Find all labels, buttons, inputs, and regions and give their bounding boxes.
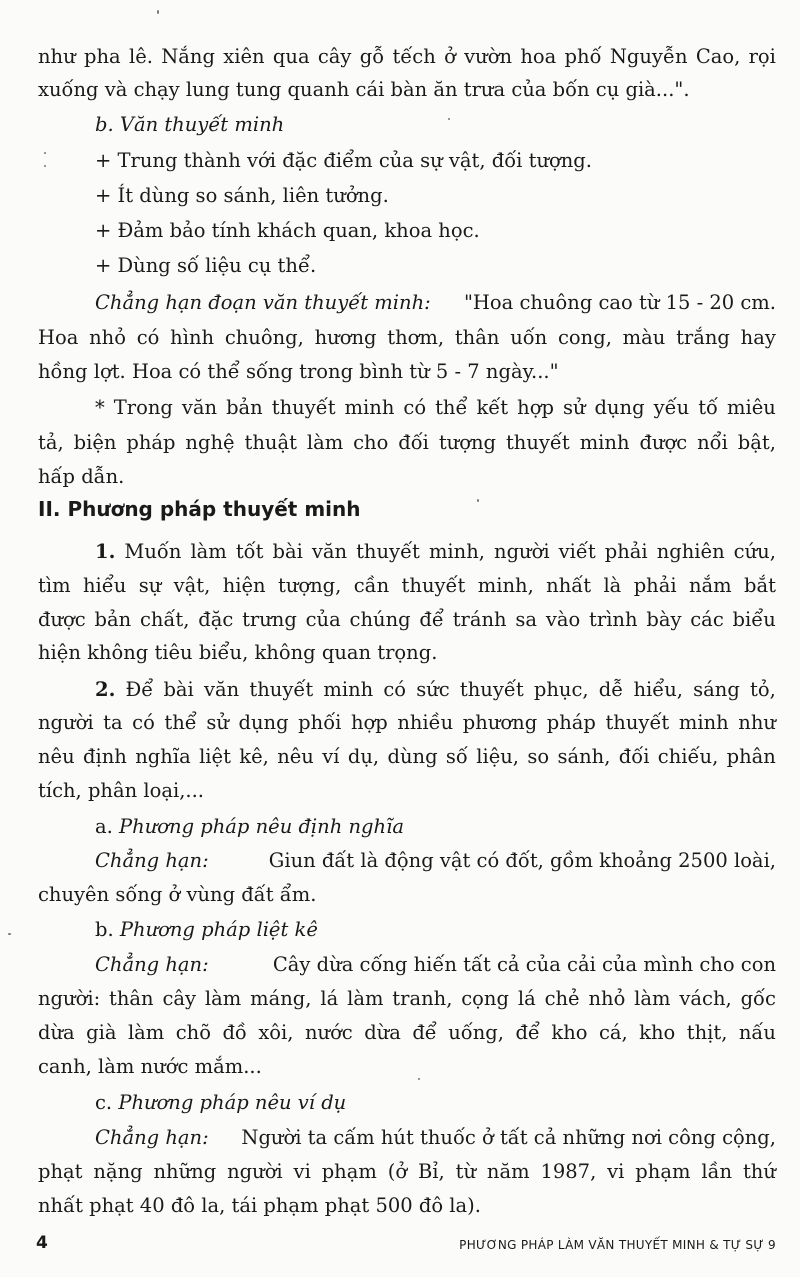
scan-speck [44,165,46,167]
word: dụng [594,396,645,419]
word: minh [678,711,729,734]
method-prefix: b. [95,918,114,941]
scan-speck [157,10,159,14]
word: năm [486,1160,530,1183]
example-line [95,848,776,874]
word: dụng [238,711,289,734]
word: uống, [448,1021,504,1044]
word: từ [455,1160,477,1183]
word: vườn [464,45,513,68]
scan-speck [448,118,450,120]
word: bật, [737,431,776,454]
word: cần [353,574,390,597]
word: sa [515,608,538,631]
word: tượng, [277,574,342,597]
word: minh, [428,540,485,563]
word: liệt [199,745,231,768]
word: thuyết [459,678,524,701]
word: tranh, [392,987,453,1010]
word: yếu [653,396,690,419]
method-a-title [95,814,800,840]
word: hiểu, [633,678,683,701]
word: phối [298,711,342,734]
word: như [738,711,776,734]
word: có [132,711,155,734]
word: được [38,608,86,631]
text-line [38,607,776,633]
word: tả, [38,431,64,454]
word: để [412,1021,437,1044]
word: thứ [742,1160,776,1183]
word: làm [204,987,242,1010]
text-line: chuyên sống ở vùng đất ẩm. [38,883,317,906]
word: phải [604,540,648,563]
word: Nguyễn [609,45,688,68]
word: ví [322,745,340,768]
word: văn [311,540,348,563]
method-b-title [95,917,800,943]
word: lá [320,987,339,1010]
word: hiện [222,574,266,597]
word: thuyết [356,540,420,563]
word: trưng [242,608,297,631]
example-label: Chẳng hạn: [95,1126,209,1149]
word: dụ, [347,745,380,768]
word: hợp [350,711,388,734]
word: phương [462,711,538,734]
text-line: xuống và chạy lung tung quanh cái bàn ăn trưa của bốn cụ già...". [38,78,690,101]
word: phố [564,45,602,68]
text-line [38,744,776,770]
example-text: Người ta cấm hút thuốc ở tất cả những nơi công cộng, [241,1126,776,1149]
word: nghĩa [135,745,191,768]
word: sánh, [557,745,611,768]
method-prefix: a. [95,815,113,838]
text-line [38,325,776,351]
word: chẻ [544,987,580,1010]
word: minh [344,396,395,419]
scan-speck [44,152,46,154]
scan-speck [418,1078,420,1080]
word: nhất [546,574,592,597]
example-label: Chẳng hạn đoạn văn thuyết minh: [95,291,431,314]
word: Trong [113,396,173,419]
word: già [86,1021,117,1044]
word: tỏ, [750,678,776,701]
word: người: [38,987,101,1010]
word: ở [444,45,456,68]
word: làm [127,1021,165,1044]
paragraph-number: 2. [95,678,116,701]
word: pháp [126,431,176,454]
text-line: hấp dẫn. [38,465,125,488]
word: người [38,711,94,734]
word: các [690,608,724,631]
word: Hoa [38,326,79,349]
word: thuyết [505,431,570,454]
word: kho [551,1021,588,1044]
word: rọi [748,45,776,68]
word: có [383,678,407,701]
example-label: Chẳng hạn: [95,849,209,872]
text-line: canh, làm nước mắm... [38,1055,262,1078]
word: đặc [198,608,234,631]
word: làm [306,431,344,454]
word: nổi [697,431,728,454]
word: là [603,574,622,597]
word: phạm [635,1160,691,1183]
word: gốc [740,987,776,1010]
word: tránh [452,608,507,631]
page-number: 4 [36,1233,48,1253]
paragraph-1-line [95,539,776,565]
word: làm [347,987,384,1010]
word: kết [476,396,509,419]
word: cọng [461,987,509,1010]
word: biểu [732,608,776,631]
word: dùng [387,745,438,768]
word: Bỉ, [417,1160,445,1183]
word: bản [94,608,132,631]
word: lê. [128,45,153,68]
word: thuyết [605,711,670,734]
word: minh [323,678,374,701]
word: tố [698,396,718,419]
word: Cao, [695,45,741,68]
word: gỗ [359,45,385,68]
word: chuông, [224,326,304,349]
word: uốn [510,326,548,349]
word: hoa [520,45,557,68]
word: nhỏ [588,987,626,1010]
example-label: Chẳng hạn: [95,953,209,976]
word: nấu [738,1021,776,1044]
word: (ở [387,1160,408,1183]
method-c-title [95,1090,800,1116]
word: 1987, [540,1160,597,1183]
word: như [38,45,76,68]
word: viết [558,540,596,563]
word: kê, [239,745,269,768]
word: sự [138,574,162,597]
word: trình [589,608,638,631]
word: chõ [175,1021,211,1044]
word: xiên [223,45,265,68]
example-line [95,290,776,316]
word: làm [634,987,671,1010]
word: miêu [726,396,776,419]
word: hình [170,326,215,349]
word: vào [545,608,581,631]
text-line: nhất phạt 40 đô la, tái phạm phạt 500 đô la). [38,1194,481,1217]
example-line [95,952,776,978]
word: nước [304,1021,353,1044]
scan-speck [477,499,479,502]
word: bản [226,396,263,419]
word: nghiên [656,540,725,563]
word: văn [203,678,240,701]
word: Muốn [124,540,182,563]
bullet-item: + Dùng số liệu cụ thể. [95,254,317,277]
word: cho [353,431,389,454]
word: nêu [38,745,75,768]
note-line [95,395,776,421]
paragraph-number: 1. [95,540,116,563]
word: pháp [546,711,596,734]
word: tếch [392,45,436,68]
word: phải [633,574,677,597]
example-text: Giun đất là động vật có đốt, gồm khoảng 2500 loài, [268,849,776,872]
word: thể [164,711,197,734]
word: chúng [349,608,411,631]
paragraph-2-line [95,677,776,703]
example-text: "Hoa chuông cao từ 15 - 20 cm. [463,291,776,314]
word: định [83,745,127,768]
word: thịt, [686,1021,728,1044]
word: thân [454,326,500,349]
word: tìm [38,574,71,597]
text-line [38,986,776,1012]
word: nghệ [185,431,235,454]
word: người [227,1160,283,1183]
word: thuyết [271,396,336,419]
scan-speck [8,933,11,935]
word: đối [618,745,650,768]
word: được [639,431,688,454]
word: bài [272,540,303,563]
bullet-item: + Trung thành với đặc điểm của sự vật, đối tượng. [95,149,592,172]
word: pha [83,45,121,68]
text-line: hiện không tiêu biểu, không quan trọng. [38,641,438,664]
word: ta [103,711,123,734]
word: thể [435,396,468,419]
text-line [38,573,776,599]
word: để [419,608,444,631]
word: nhỏ [89,326,126,349]
word: Nắng [161,45,215,68]
section-heading: II. Phương pháp thuyết minh [38,497,361,521]
word: vật, [173,574,211,597]
word: vách, [679,987,732,1010]
word: màu [622,326,666,349]
word: lá [517,987,536,1010]
word: dừa [38,1021,75,1044]
word: liệu, [476,745,519,768]
word: thuyết [249,678,314,701]
word: vi [607,1160,625,1183]
word: bài [163,678,194,701]
word: những [153,1160,217,1183]
word: so [527,745,550,768]
word: thơm, [387,326,445,349]
word: bày [646,608,682,631]
word: sử [562,396,586,419]
bullet-item: + Ít dùng so sánh, liên tưởng. [95,184,389,207]
word: xôi, [258,1021,294,1044]
word: chiếu, [657,745,719,768]
word: nêu [277,745,314,768]
example-line [95,1125,776,1151]
word: phạm [321,1160,377,1183]
word: nhiều [397,711,454,734]
text-line: tích, phân loại,... [38,779,205,802]
method-title: Phương pháp nêu định nghĩa [119,815,404,838]
word: kho [639,1021,676,1044]
word: lần [701,1160,733,1183]
word: thuật [244,431,297,454]
word: chất, [139,608,190,631]
text-line [38,1159,776,1185]
word: Để [125,678,154,701]
word: có [136,326,160,349]
method-prefix: c. [95,1091,113,1114]
word: có [403,396,427,419]
word: người [494,540,550,563]
method-title: Phương pháp nêu ví dụ [118,1091,347,1114]
word: minh [579,431,630,454]
word: qua [272,45,310,68]
example-text: Cây dừa cống hiến tất cả của cải của mình cho con [272,953,776,976]
word: sáng [693,678,740,701]
word: vi [293,1160,311,1183]
word: * [95,396,105,419]
word: tốt [235,540,264,563]
word: trắng [676,326,730,349]
word: thuyết [401,574,466,597]
word: dừa [364,1021,401,1044]
word: cong, [558,326,612,349]
word: cứu, [733,540,776,563]
word: làm [190,540,227,563]
text-line: hồng lợt. Hoa có thể sống trong bình từ 5 - 7 ngày..." [38,360,559,383]
word: thân [109,987,154,1010]
bullet-item: + Đảm bảo tính khách quan, khoa học. [95,219,480,242]
word: tượng [438,431,497,454]
word: minh, [477,574,534,597]
word: bắt [744,574,776,597]
running-footer-title: PHƯƠNG PHÁP LÀM VĂN THUYẾT MINH & TỰ SỰ 9 [459,1238,776,1252]
subsection-label: b. Văn thuyết minh [95,113,285,136]
word: phạt [38,1160,83,1183]
method-title: Phương pháp liệt kê [119,918,318,941]
word: nắm [688,574,732,597]
word: cây [317,45,352,68]
word: đối [398,431,429,454]
text-line [38,710,776,736]
text-line [38,44,776,70]
word: để [515,1021,540,1044]
word: biện [73,431,117,454]
word: cây [162,987,197,1010]
word: nặng [93,1160,143,1183]
word: hương [314,326,377,349]
word: số [445,745,468,768]
word: phục, [533,678,589,701]
word: hay [740,326,776,349]
word: hiểu [82,574,127,597]
word: văn [181,396,218,419]
word: của [305,608,341,631]
word: dễ [598,678,624,701]
word: đồ [222,1021,247,1044]
word: hợp [517,396,554,419]
text-line [38,1020,776,1046]
word: sức [416,678,450,701]
text-line [38,430,776,456]
word: máng, [250,987,312,1010]
word: cá, [598,1021,628,1044]
word: sử [206,711,229,734]
word: phân [726,745,776,768]
